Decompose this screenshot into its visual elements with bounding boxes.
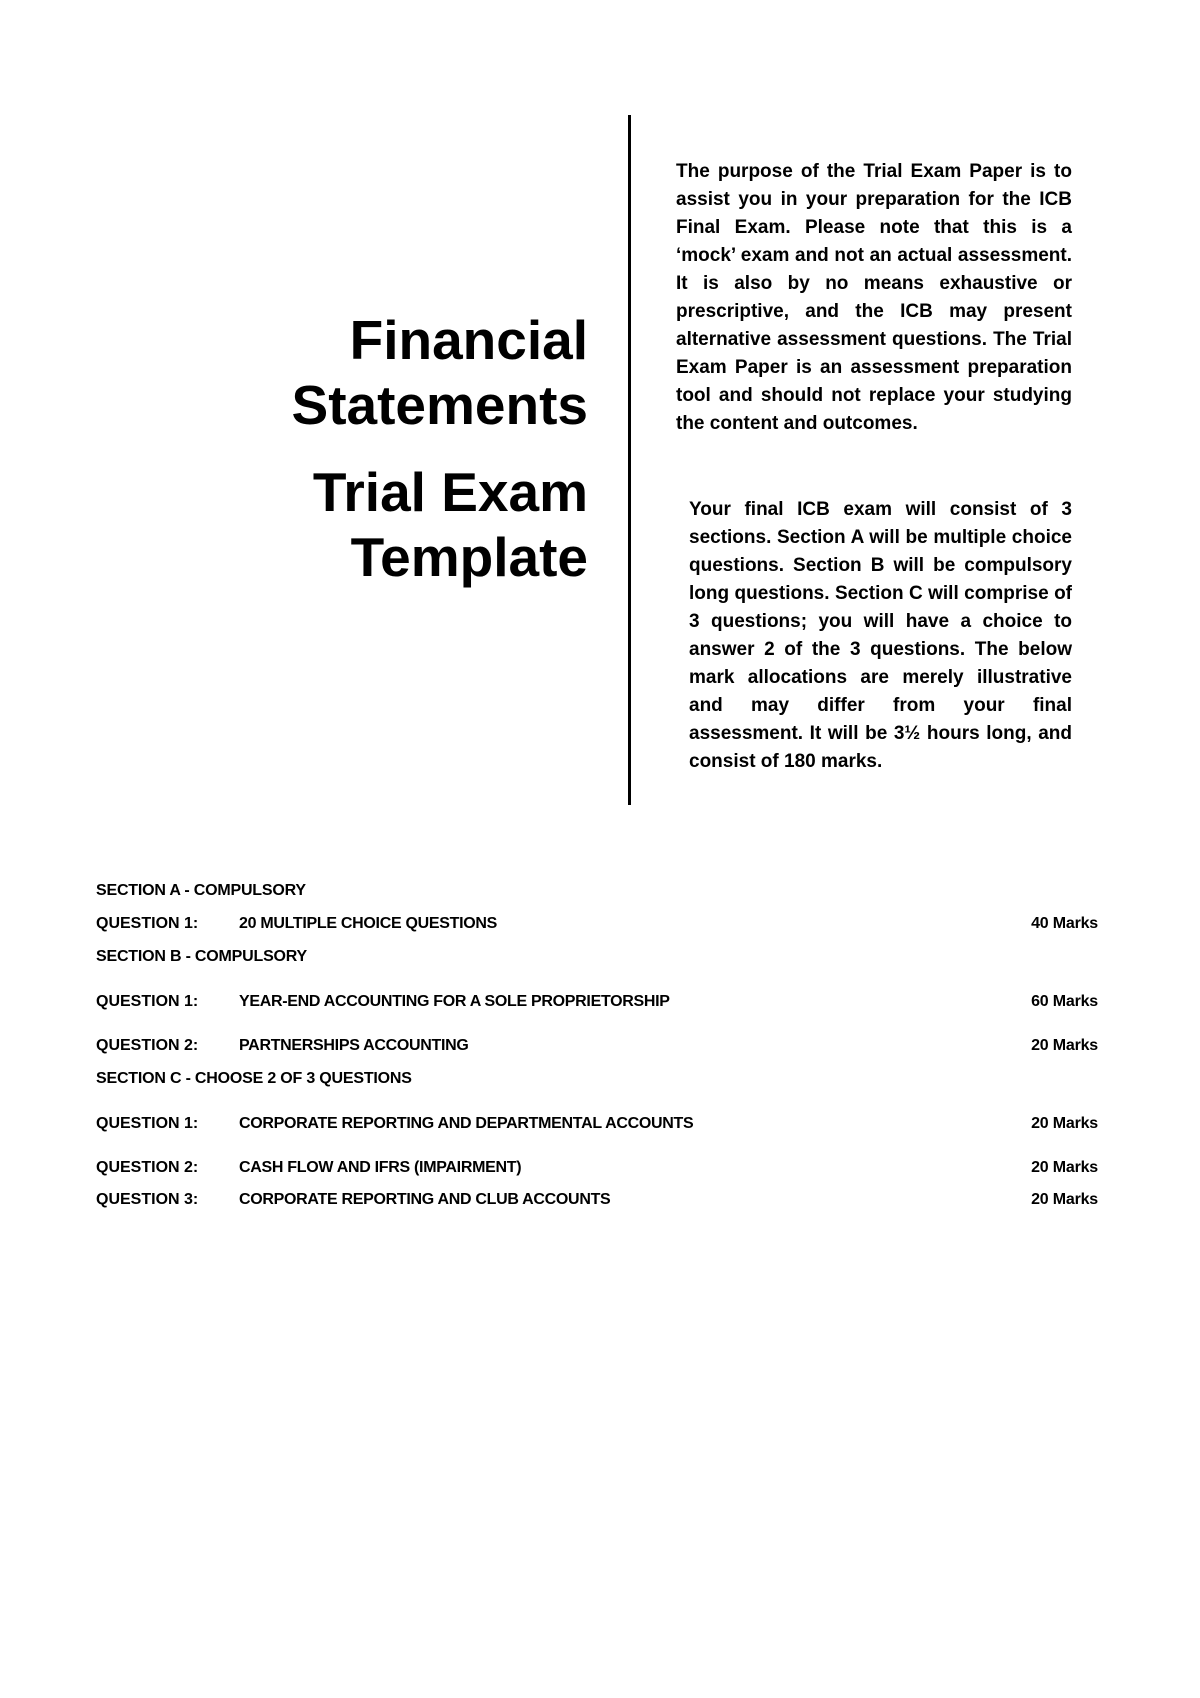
question-description: CORPORATE REPORTING AND DEPARTMENTAL ACCOUNTS bbox=[239, 1115, 694, 1132]
title-line-template: Template bbox=[350, 526, 588, 588]
intro-paragraph-purpose: The purpose of the Trial Exam Paper is to assist you in your preparation for the ICB Final Exam. Please note that this is a ‘mock’ exam and not an actual assessment. It is also by no means exhaustive or prescriptive, and the ICB may present alternative assessment questions. The Trial Exam Paper is an assessment preparation tool and should not replace your studying the content and outcomes. bbox=[676, 161, 1072, 434]
question-row bbox=[96, 974, 1098, 1030]
question-description: 20 MULTIPLE CHOICE QUESTIONS bbox=[239, 915, 497, 932]
question-description: PARTNERSHIPS ACCOUNTING bbox=[239, 1037, 469, 1054]
question-marks: 60 Marks bbox=[1031, 993, 1098, 1010]
question-description: CORPORATE REPORTING AND CLUB ACCOUNTS bbox=[239, 1191, 611, 1208]
question-number: QUESTION 2: bbox=[96, 1037, 199, 1054]
vertical-divider bbox=[628, 115, 631, 805]
question-marks: 20 Marks bbox=[1031, 1191, 1098, 1208]
question-marks: 20 Marks bbox=[1031, 1115, 1098, 1132]
question-row bbox=[96, 1152, 1098, 1184]
section-c-heading: SECTION C - CHOOSE 2 OF 3 QUESTIONS bbox=[96, 1070, 412, 1087]
question-row bbox=[96, 1030, 1098, 1062]
question-marks: 20 Marks bbox=[1031, 1037, 1098, 1054]
title-line-statements: Statements bbox=[291, 374, 588, 436]
question-marks: 40 Marks bbox=[1031, 915, 1098, 932]
title-line-financial: Financial bbox=[349, 309, 588, 371]
section-a-heading: SECTION A - COMPULSORY bbox=[96, 882, 306, 899]
intro-paragraph-structure: Your final ICB exam will consist of 3 sections. Section A will be multiple choice questions. Section B will be compulsory long questions. Section C will comprise of 3 questions; you will have a choice to answer 2 of the 3 questions. The below mark allocations are merely illustrative and may differ from your final assessment. It will be 3½ hours long, and consist of 180 marks. bbox=[689, 499, 1072, 772]
question-description: YEAR-END ACCOUNTING FOR A SOLE PROPRIETORSHIP bbox=[239, 993, 670, 1010]
title-line-trial-exam: Trial Exam bbox=[312, 461, 588, 523]
question-number: QUESTION 2: bbox=[96, 1159, 199, 1176]
question-number: QUESTION 3: bbox=[96, 1191, 199, 1208]
question-number: QUESTION 1: bbox=[96, 915, 199, 932]
exam-schedule bbox=[96, 874, 1098, 1216]
document-title bbox=[150, 308, 588, 590]
title-spacer bbox=[150, 438, 588, 460]
question-number: QUESTION 1: bbox=[96, 1115, 199, 1132]
section-b-heading: SECTION B - COMPULSORY bbox=[96, 948, 308, 965]
question-number: QUESTION 1: bbox=[96, 993, 199, 1010]
question-row bbox=[96, 908, 1098, 940]
question-description: CASH FLOW AND IFRS (IMPAIRMENT) bbox=[239, 1159, 522, 1176]
question-marks: 20 Marks bbox=[1031, 1159, 1098, 1176]
question-row bbox=[96, 1096, 1098, 1152]
question-row bbox=[96, 1184, 1098, 1216]
